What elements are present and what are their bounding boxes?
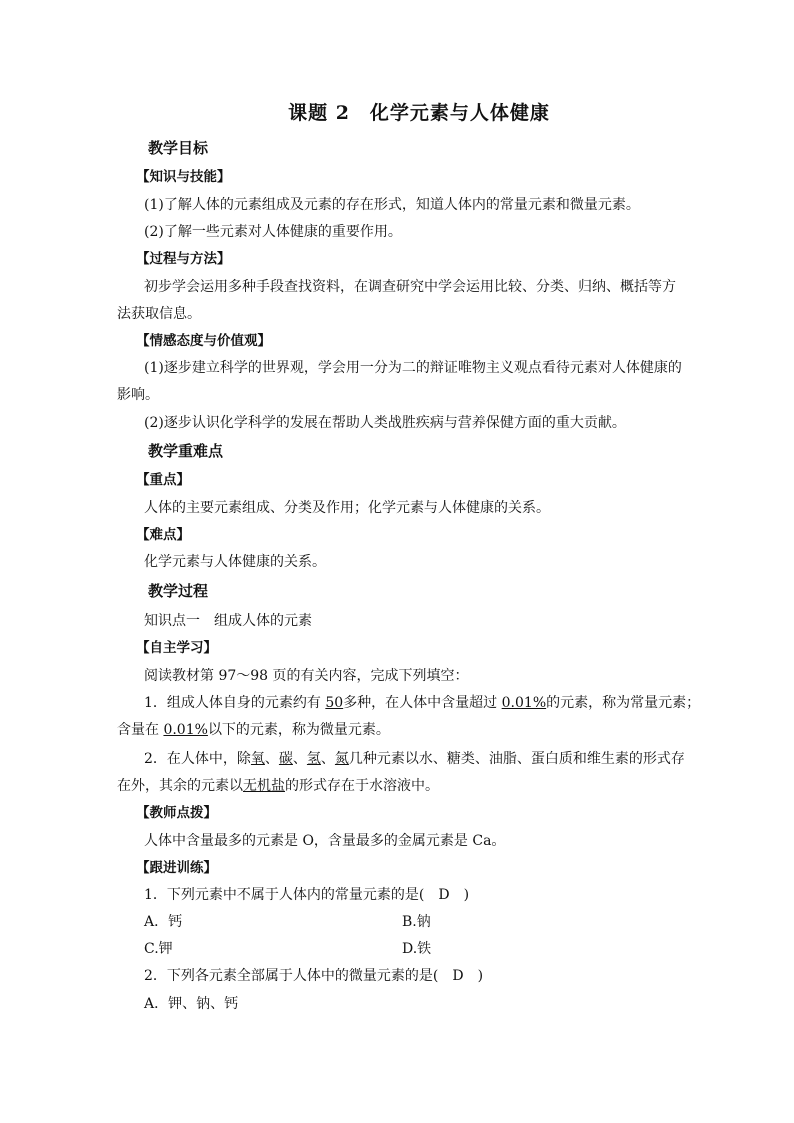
exercise-1-option-d: D.铁 <box>402 941 432 957</box>
reading-instruction: 阅读教材第 97～98 页的有关内容，完成下列填空： <box>144 668 469 684</box>
attitude-item-2: (2)逐步认识化学科学的发展在帮助人类战胜疾病与营养保健方面的重大贡献。 <box>144 415 626 431</box>
exercise-1-option-a: A．钙 <box>144 914 183 930</box>
exercise-2-stem: 2．下列各元素全部属于人体中的微量元素的是( D ) <box>144 968 484 984</box>
exercise-1-stem: 1．下列元素中不属于人体内的常量元素的是( D ) <box>144 887 470 903</box>
label-process: 【过程与方法】 <box>136 251 231 267</box>
label-key-point: 【重点】 <box>136 472 190 488</box>
question-2-line-1: 2．在人体中，除氧、碳、氢、氮几种元素以水、糖类、油脂、蛋白质和维生素的形式存 <box>144 751 685 767</box>
attitude-item-1-line-1: (1)逐步建立科学的世界观，学会用一分为二的辩证唯物主义观点看待元素对人体健康的 <box>144 360 682 376</box>
answer-blank: 氧 <box>250 751 265 767</box>
attitude-item-1-line-2: 影响。 <box>117 387 159 403</box>
key-point-text: 人体的主要元素组成、分类及作用；化学元素与人体健康的关系。 <box>144 500 550 516</box>
exercise-1-option-c: C.钾 <box>144 941 173 957</box>
question-2-line-2: 在外，其余的元素以无机盐的形式存在于水溶液中。 <box>117 778 439 794</box>
difficult-point-text: 化学元素与人体健康的关系。 <box>144 554 326 570</box>
label-knowledge: 【知识与技能】 <box>136 169 231 185</box>
label-practice: 【跟进训练】 <box>136 860 217 876</box>
label-self-study: 【自主学习】 <box>136 640 217 656</box>
knowledge-item-2: (2)了解一些元素对人体健康的重要作用。 <box>144 224 402 240</box>
answer-blank: 0.01% <box>163 722 208 738</box>
knowledge-point-1: 知识点一 组成人体的元素 <box>144 613 312 629</box>
exercise-1-option-b: B.钠 <box>402 914 431 930</box>
question-1-line-2: 含量在 0.01%以下的元素，称为微量元素。 <box>117 722 390 738</box>
answer-blank: 0.01% <box>501 695 547 711</box>
answer-blank: 碳 <box>278 751 293 767</box>
teacher-tip-text: 人体中含量最多的元素是 O，含量最多的金属元素是 Ca。 <box>144 833 506 849</box>
question-1-line-1: 1．组成人体自身的元素约有 50多种，在人体中含量超过 0.01%的元素，称为常量元素； <box>144 695 701 711</box>
answer-blank: 无机盐 <box>243 778 285 794</box>
label-teacher-tip: 【教师点拨】 <box>136 805 217 821</box>
knowledge-item-1: (1)了解人体的元素组成及元素的存在形式，知道人体内的常量元素和微量元素。 <box>144 197 640 213</box>
answer-blank: 氮 <box>334 751 349 767</box>
section-heading-difficulties: 教学重难点 <box>148 442 224 460</box>
exercise-2-option-a: A．钾、钠、钙 <box>144 996 239 1012</box>
section-heading-objectives: 教学目标 <box>148 139 209 157</box>
page-title: 课题 2 化学元素与人体健康 <box>288 102 550 124</box>
answer-blank: 氢 <box>306 751 321 767</box>
answer-blank: 50 <box>325 695 344 711</box>
section-heading-process: 教学过程 <box>148 582 209 600</box>
process-line-2: 法获取信息。 <box>117 306 201 322</box>
process-line-1: 初步学会运用多种手段查找资料，在调查研究中学会运用比较、分类、归纳、概括等方 <box>144 279 676 295</box>
label-attitude: 【情感态度与价值观】 <box>136 333 271 349</box>
label-difficult-point: 【难点】 <box>136 527 190 543</box>
